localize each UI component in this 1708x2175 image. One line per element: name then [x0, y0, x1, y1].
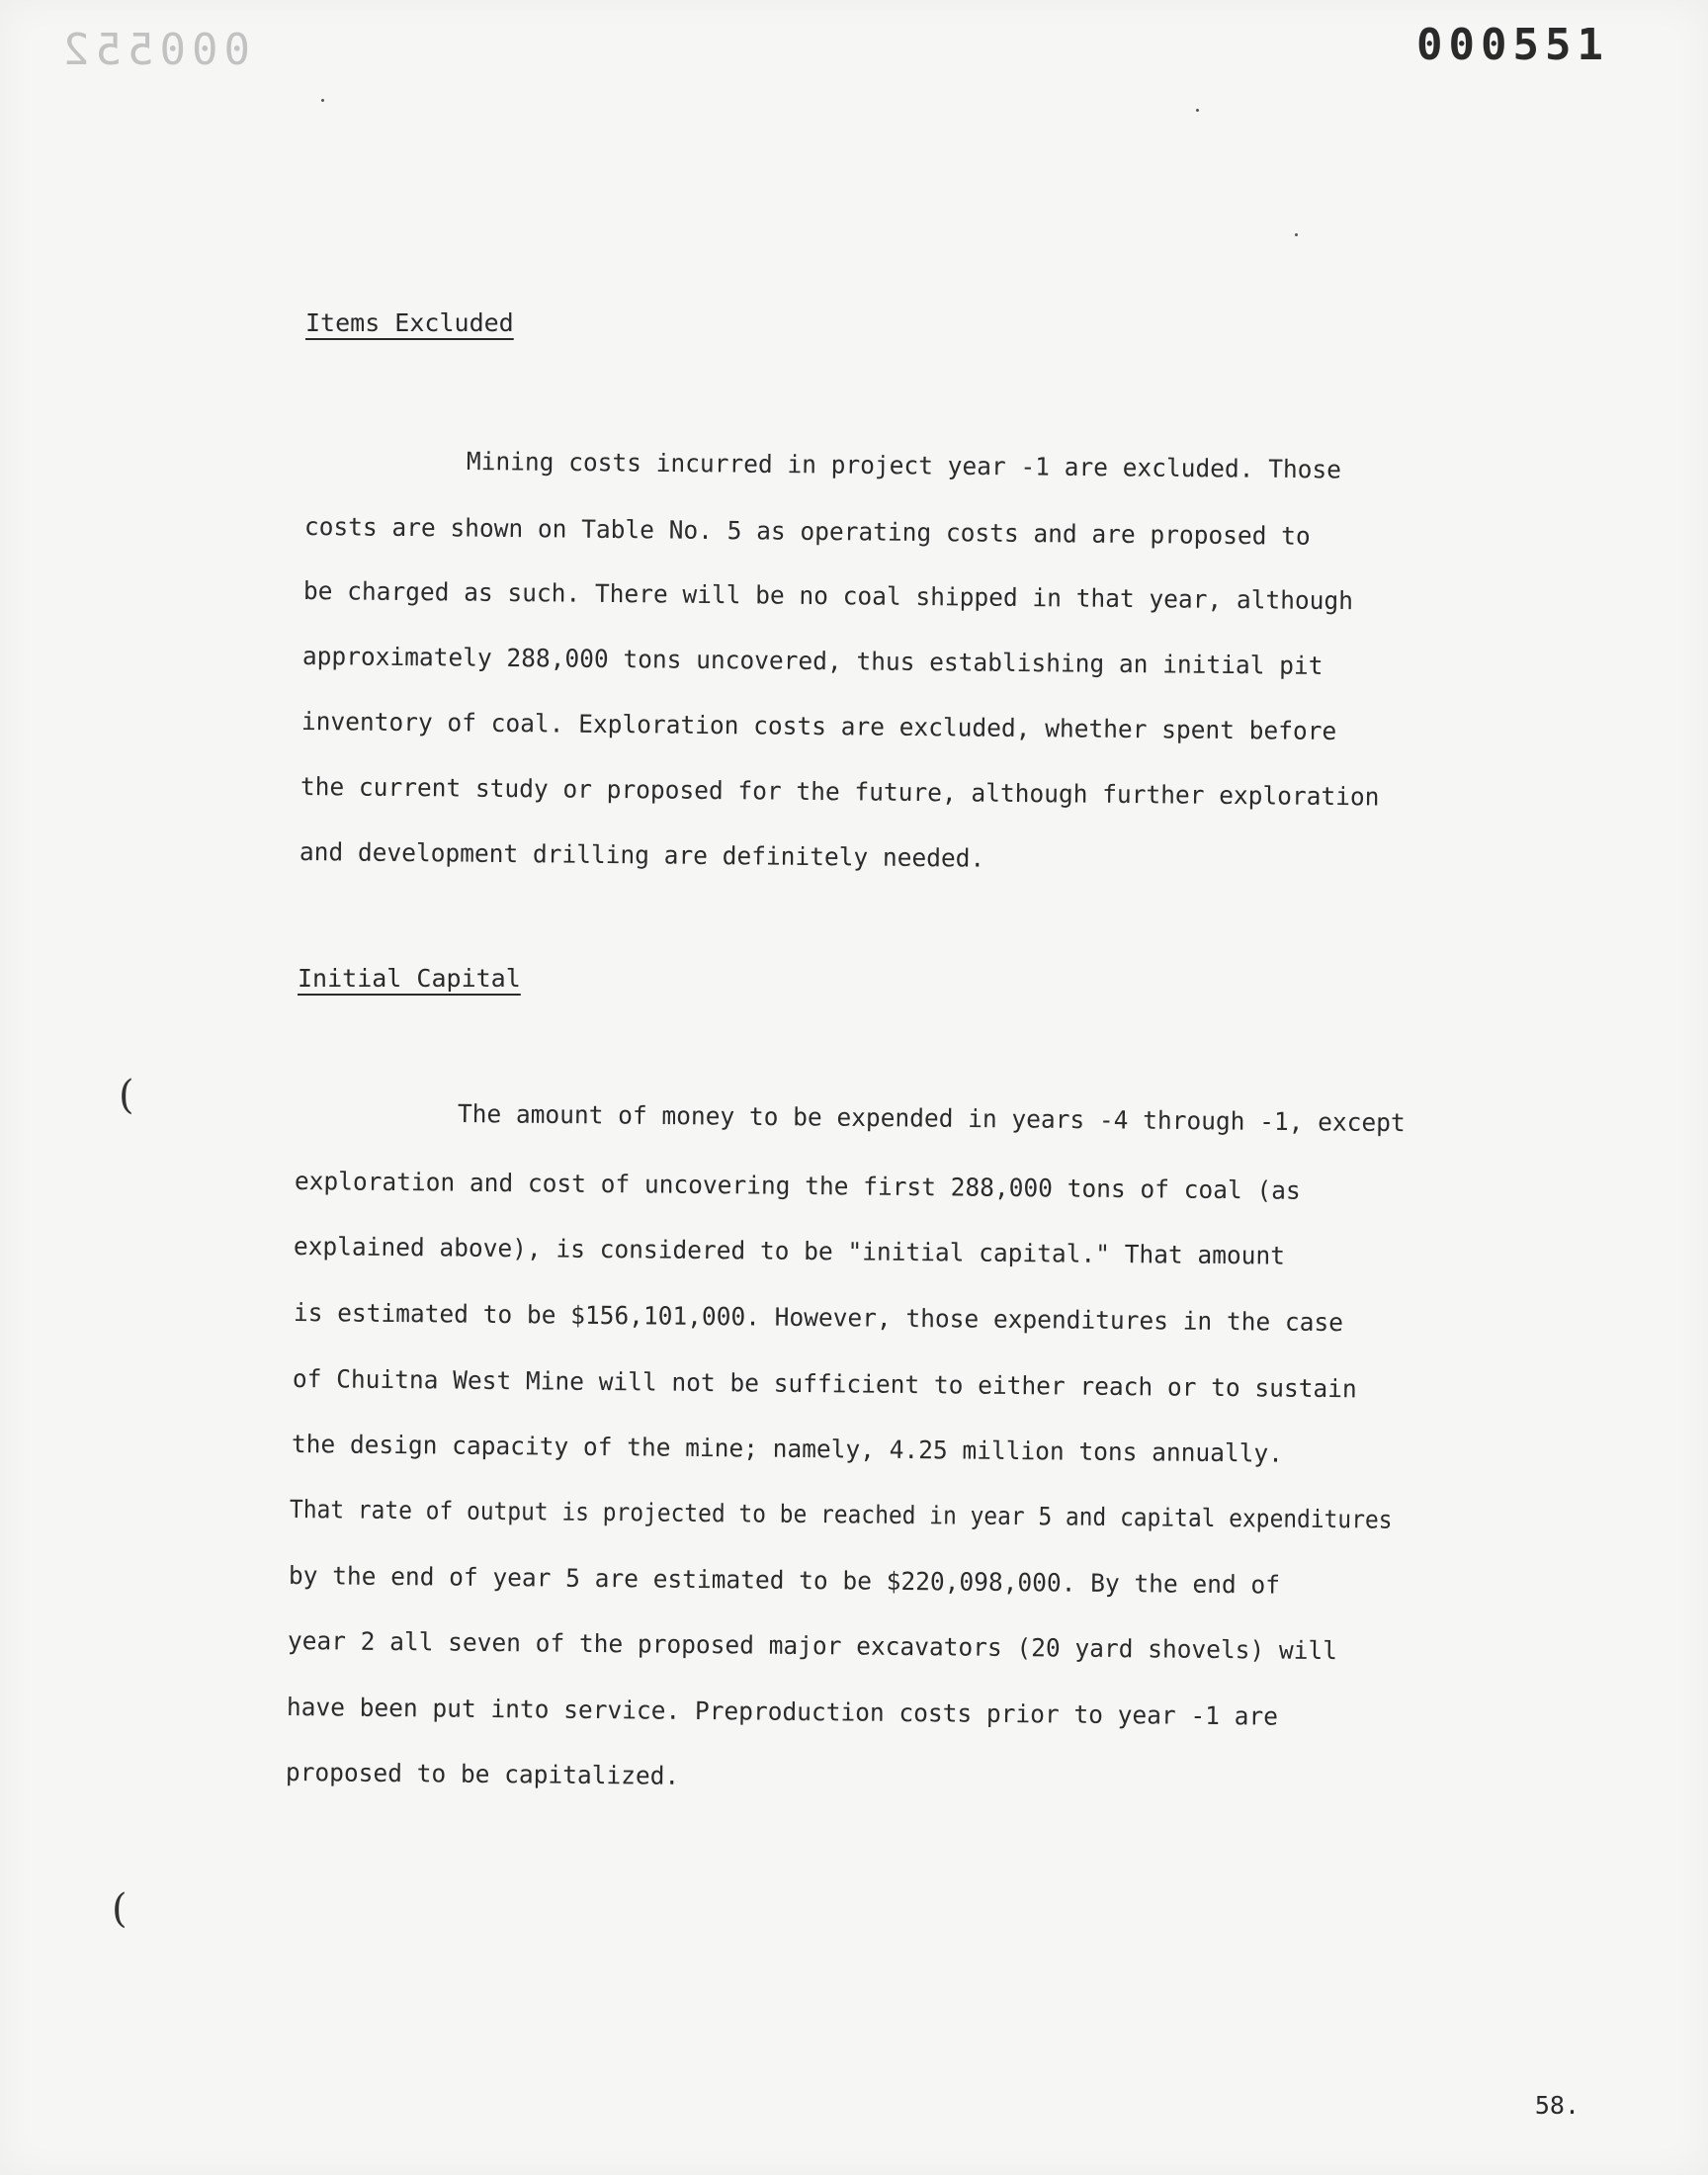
paragraph-line: year 2 all seven of the proposed major excavators (20 yard shovels) will	[287, 1626, 1338, 1666]
scan-speck	[1295, 233, 1298, 236]
paragraph-line: approximately 288,000 tons uncovered, thus establishing an initial pit	[301, 642, 1324, 680]
margin-mark: (	[119, 1073, 134, 1118]
margin-mark: (	[112, 1886, 128, 1932]
paragraph-line: The amount of money to be expended in years -4 through -1, except	[457, 1099, 1406, 1138]
paragraph-line: the current study or proposed for the future, although further exploration	[299, 772, 1380, 812]
paragraph-line: and development drilling are definitely needed.	[299, 837, 985, 873]
paragraph-line: of Chuitna West Mine will not be sufficient to either reach or to sustain	[292, 1364, 1357, 1404]
scan-speck	[321, 99, 324, 102]
paragraph-line: That rate of output is projected to be reached in year 5 and capital expenditures	[289, 1495, 1393, 1534]
paragraph-line: Mining costs incurred in project year -1 are excluded. Those	[466, 447, 1342, 484]
paragraph-line: costs are shown on Table No. 5 as operating costs and are proposed to	[303, 512, 1311, 551]
paragraph-line: proposed to be capitalized.	[285, 1758, 680, 1790]
paragraph-line: inventory of coal. Exploration costs are excluded, whether spent before	[300, 707, 1337, 746]
mirrored-stamp-number: 000552	[57, 25, 250, 75]
page-number: 58.	[1534, 2091, 1580, 2120]
paragraph-line: by the end of year 5 are estimated to be $220,098,000. By the end of	[288, 1561, 1281, 1600]
section-heading-initial-capital: Initial Capital	[298, 964, 521, 993]
paragraph-line: exploration and cost of uncovering the first 288,000 tons of coal (as	[294, 1167, 1301, 1205]
section-heading-items-excluded: Items Excluded	[305, 308, 514, 337]
paragraph-line: is estimated to be $156,101,000. However, those expenditures in the case	[293, 1298, 1344, 1338]
paragraph-line: explained above), is considered to be "initial capital." That amount	[293, 1232, 1286, 1270]
scan-speck	[1196, 109, 1199, 112]
paragraph-line: be charged as such. There will be no coal shipped in that year, although	[302, 576, 1354, 616]
paragraph-line: have been put into service. Preproduction costs prior to year -1 are	[286, 1693, 1279, 1731]
stamp-number: 000551	[1416, 20, 1609, 70]
paragraph-line: the design capacity of the mine; namely, 4.25 million tons annually.	[291, 1430, 1284, 1468]
